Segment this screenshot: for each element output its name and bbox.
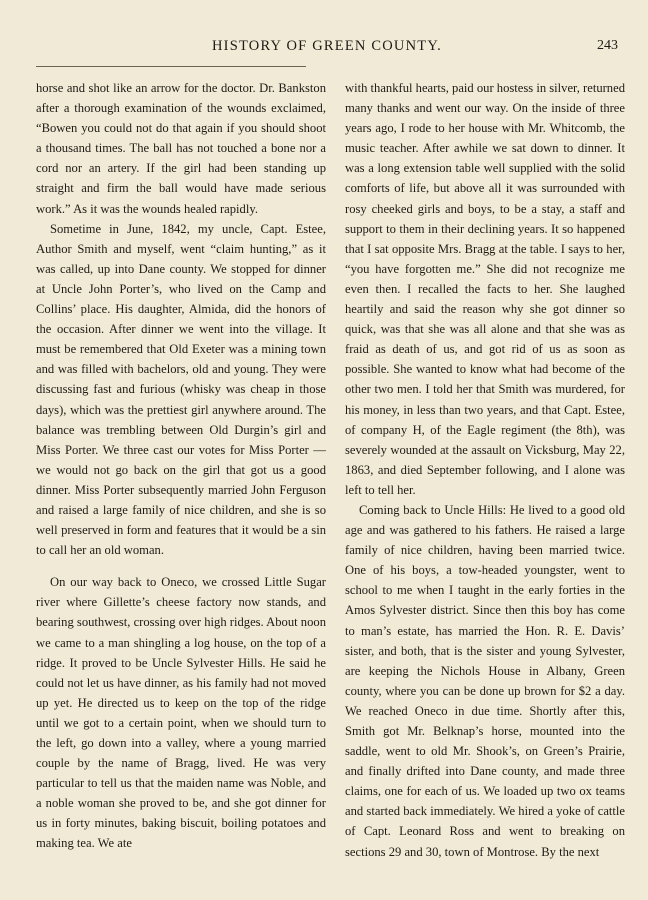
paragraph: horse and shot like an arrow for the doctor. Dr. Bankston after a thorough examination of the wounds exclaimed, “Bowen you could not do that again if you should shoot a thousand times. The ball has not touched a bone nor a cord nor an artery. If the girl had been standing up straight and firm the ball would have made serious work.” As it was the wounds healed rapidly. (36, 81, 326, 216)
paragraph: Sometime in June, 1842, my uncle, Capt. Estee, Author Smith and myself, went “claim hunting,” as it was called, up into Dane county. We stopped for dinner at Uncle John Porter’s, who lived on the Camp and Collins’ place. His daughter, Almida, did the honors of the occasion. After dinner we went into the village. It must be remembered that Old Exeter was a mining town and was filled with bachelors, old and young. They were discussing fast and furious (whisky was cheap in those days), which was the prettiest girl anywhere around. The balance was trembling between Old Durgin’s girl and Miss Porter. We three cast our votes for Miss Porter —we would not go back on the girl that got us a good dinner. Miss Porter subsequently married John Ferguson and raised a large family of nice children, and she is so well preserved in form and features that it would be a sin to call her an old woman. (36, 221, 326, 558)
paragraph: On our way back to Oneco, we crossed Little Sugar river where Gillette’s cheese factory now stands, and bearing southwest, crossing over high ridges. About noon we came to a man shingling a log house, on the top of a ridge. It proved to be Uncle Sylvester Hills. He said he could not let us have dinner, as his family had not moved up yet. He directed us to keep on the top of the ridge until we got to a certain point, when we should turn to the left, go down into a valley, where a young married couple by the name of Bragg, lived. He was very particular to tell us that the maiden name was Noble, and a noble woman she proved to be, and she got dinner for us in forty minutes, baking biscuit, boiling potatoes and making tea. We ate (36, 575, 326, 851)
running-title: HISTORY OF GREEN COUNTY. (212, 38, 442, 54)
header-rule (36, 66, 306, 67)
right-column (345, 78, 625, 862)
page-header (36, 38, 618, 58)
left-column (36, 78, 326, 854)
paragraph: with thankful hearts, paid our hostess in silver, returned many thanks and went our way. On the inside of three years ago, I rode to her house with Mr. Whitcomb, the music teacher. After awhile we sat down to dinner. It was a long extension table well supplied with the solid comforts of life, but above all it was surrounded with rosy cheeked girls and boys, to be a stay, a staff and support to them in their declining years. It so happened that I sat opposite Mrs. Bragg at the table. I says to her, “you have forgotten me.” She did not recognize me even then. I recalled the facts to her. She laughed heartily and said the reason why she got dinner so quick, was that she was all alone and that she was as fraid as death of us, and got rid of us as soon as possible. She wanted to know what had become of the other two men. I told her that Smith was murdered, for his money, in less than two years, and that Capt. Estee, of company H, of the Eagle regiment (the 8th), was severely wounded at the assault on Vicksburg, May 22, 1863, and died September following, and I alone was left to tell her. (345, 81, 625, 497)
paragraph: Coming back to Uncle Hills: He lived to a good old age and was gathered to his fathers. He raised a large family of nice children, having been married twice. One of his boys, a tow-headed youngster, went to school to me when I taught in the early forties in the Amos Sylvester district. Since then this boy has come to man’s estate, has married the Hon. R. E. Davis’ sister, and both, that is the sister and young Sylvester, are keeping the Nichols House in Albany, Green county, where you can be done up brown for $2 a day. We reached Oneco in due time. Shortly after this, Smith got Mr. Belknap’s horse, mounted into the saddle, went to old Mr. Shook’s, on Green’s Prairie, and finally drifted into Dane county, and made three claims, one for each of us. We loaded up two ox teams and started back immediately. We hired a yoke of cattle of Capt. Leonard Ross and went to breaking on sections 29 and 30, town of Montrose. By the next (345, 502, 625, 859)
page-number: 243 (597, 38, 618, 53)
